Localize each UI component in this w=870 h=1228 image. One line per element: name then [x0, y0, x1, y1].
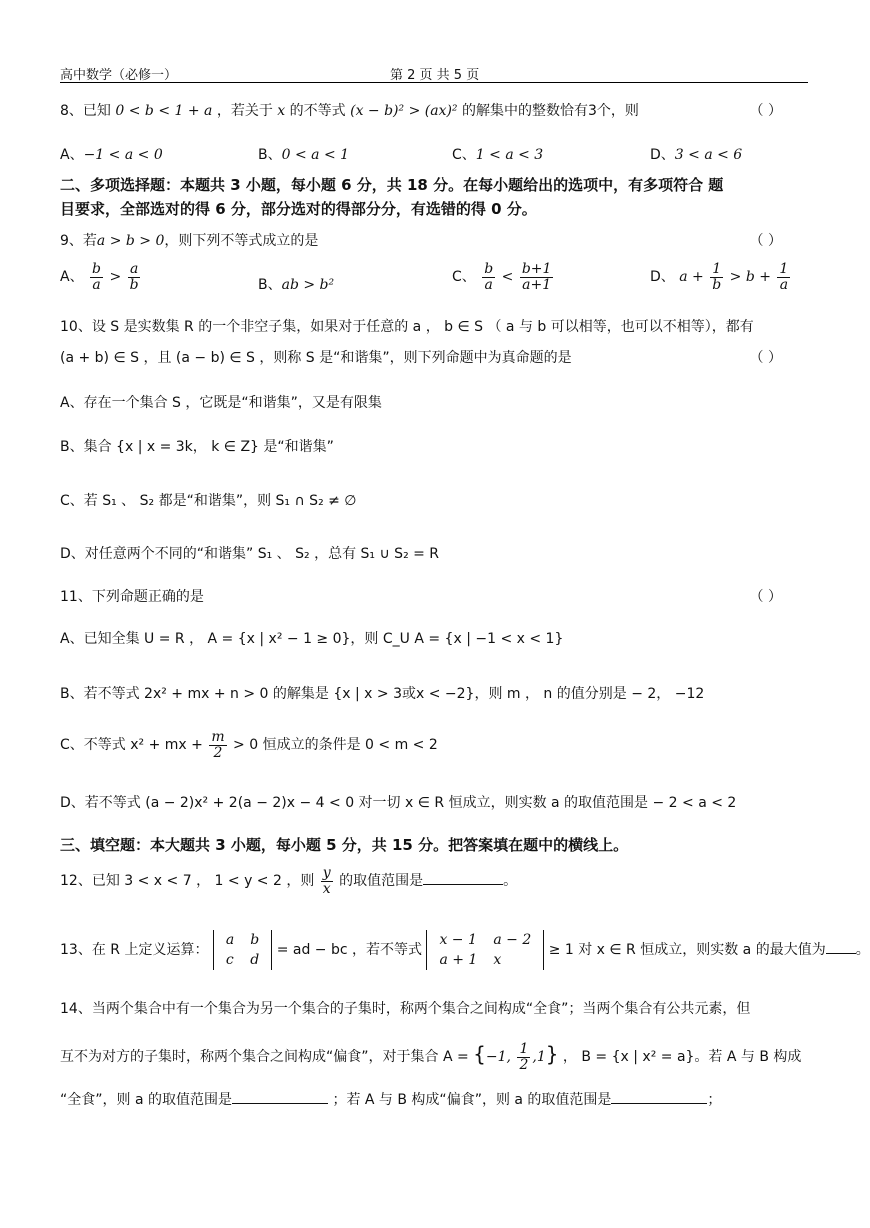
q9-option-b: B、ab > b² [258, 277, 335, 293]
header-page-number: 第 2 页 共 5 页 [390, 68, 480, 83]
q13-determinant-inequality: x − 1 a − 2 a + 1 x [426, 930, 544, 970]
q8-prefix: 8、已知 [60, 103, 111, 119]
section-2-heading-cont: 目要求，全部选对的得 6 分，部分选对的得部分分，有选错的得 0 分。 [60, 200, 537, 218]
q11-option-b: B、若不等式 2x² + mx + n > 0 的解集是 {x | x > 3或x < −2}，则 m ， n 的值分别是 − 2， −12 [60, 686, 705, 702]
section-3-heading: 三、填空题：本大题共 3 小题，每小题 5 分，共 15 分。把答案填在题中的横线上。 [60, 836, 629, 854]
question-12: 12、已知 3 < x < 7 ， 1 < y < 2 ，则 $\frac{y}{x}$ 的取值范围是 。 [60, 865, 518, 897]
q8-suffix: 的解集中的整数恰有3个，则 [462, 103, 639, 119]
q14-answer-blank-1[interactable] [232, 1089, 328, 1104]
q8-condition: 0 < b < 1 + a [115, 103, 213, 119]
q8-option-a: A、−1 < a < 0 [60, 147, 163, 163]
q11-option-d: D、若不等式 (a − 2)x² + 2(a − 2)x − 4 < 0 对一切 x ∈ R 恒成立，则实数 a 的取值范围是 − 2 < a < 2 [60, 795, 737, 811]
q10-option-a: A、存在一个集合 S ，它既是“和谐集”，又是有限集 [60, 395, 382, 411]
q13-determinant-definition: a b c d [213, 930, 272, 970]
q10-option-d: D、对任意两个不同的“和谐集” S₁ 、 S₂ ，总有 S₁ ∪ S₂ = R [60, 546, 440, 562]
q12-answer-blank[interactable] [423, 870, 503, 885]
q8-text: ，若关于 [216, 103, 273, 119]
question-14-line3: “全食”，则 a 的取值范围是 ；若 A 与 B 构成“偏食”，则 a 的取值范围是 ； [60, 1089, 808, 1109]
question-11: 11、下列命题正确的是 [60, 589, 204, 605]
q8-option-b: B、0 < a < 1 [258, 147, 350, 163]
q10-option-b: B、集合 {x | x = 3k， k ∈ Z} 是“和谐集” [60, 439, 334, 455]
q8-option-c: C、1 < a < 3 [452, 147, 544, 163]
q8-text2: 的不等式 [289, 103, 346, 119]
q9-option-c: C、 $\frac{b}{a}$ < $\frac{b+1}{a+1}$ [452, 261, 552, 293]
q8-inequality: (x − b)² > (ax)² [350, 103, 458, 119]
q11-option-c: C、不等式 x² + mx + $\frac{m}{2}$ > 0 恒成立的条件是 0 < m < 2 [60, 729, 438, 761]
question-9: 9、若a > b > 0，则下列不等式成立的是 [60, 233, 319, 249]
q13-answer-blank[interactable] [826, 939, 856, 954]
q10-answer-bracket: （ ） [749, 350, 782, 366]
question-10-line1: 10、设 S 是实数集 R 的一个非空子集，如果对于任意的 a ， b ∈ S （ a 与 b 可以相等，也可以不相等），都有 [60, 319, 754, 335]
header-course: 高中数学（必修一） [60, 68, 178, 83]
q10-option-c: C、若 S₁ 、 S₂ 都是“和谐集”，则 S₁ ∩ S₂ ≠ ∅ [60, 493, 357, 509]
question-10-line2: (a + b) ∈ S ，且 (a − b) ∈ S ，则称 S 是“和谐集”，则下列命题中为真命题的是 [60, 350, 572, 366]
question-14-line1: 14、当两个集合中有一个集合为另一个集合的子集时，称两个集合之间构成“全食”；当两个集合有公共元素，但 [60, 1001, 751, 1017]
question-13: 13、在 R 上定义运算： a b c d = ad − bc ，若不等式 x − 1 a − 2 a + 1 x ≥ 1 对 x ∈ R 恒成立，则实数 a 的最大值为 。 [60, 932, 870, 968]
section-2-heading: 二、多项选择题：本题共 3 小题，每小题 6 分，共 18 分。在每小题给出的选项中，有多项符合 题 [60, 176, 724, 194]
q8-answer-bracket: （ ） [749, 103, 782, 119]
q8-variable: x [277, 103, 286, 119]
q8-option-d: D、3 < a < 6 [650, 147, 743, 163]
question-8 [60, 100, 808, 120]
q9-answer-bracket: （ ） [749, 233, 782, 249]
q14-answer-blank-2[interactable] [611, 1089, 707, 1104]
q9-option-d: D、 a + $\frac{1}{b}$ > b + $\frac{1}{a}$ [650, 261, 789, 293]
question-14-line2: 互不为对方的子集时，称两个集合之间构成“偏食”，对于集合 A = {−1, $\frac{1}{2}$ ,1} ， B = {x | x² = a}。若 A 与 B 构成 [60, 1041, 802, 1073]
q11-answer-bracket: （ ） [749, 589, 782, 605]
q9-option-a: A、 $\frac{b}{a}$ > $\frac{a}{b}$ [60, 261, 139, 293]
page-header [60, 62, 808, 83]
q11-option-a: A、已知全集 U = R ， A = {x | x² − 1 ≥ 0}，则 C_U A = {x | −1 < x < 1} [60, 631, 564, 647]
